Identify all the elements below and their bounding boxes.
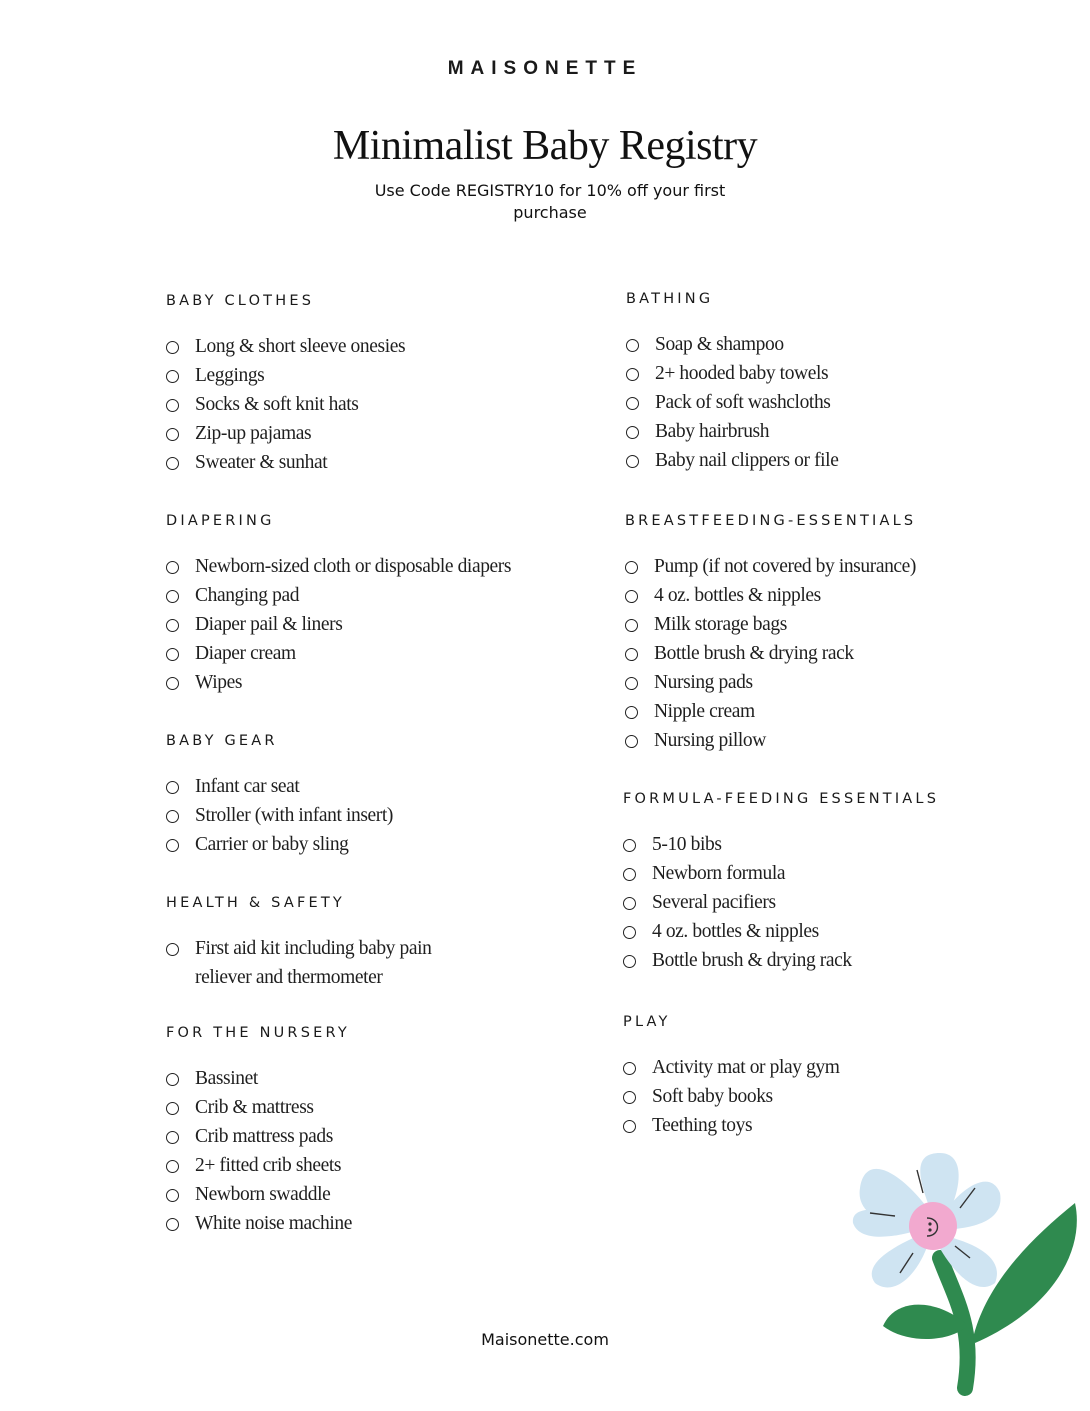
checklist-item[interactable]: [625, 610, 1045, 639]
checkbox-circle-icon[interactable]: [166, 839, 179, 852]
flower-eye: [928, 1228, 931, 1231]
checklist-item-label: Bassinet: [195, 1068, 258, 1089]
checkbox-circle-icon[interactable]: [166, 1073, 179, 1086]
section-heading: HEALTH & SAFETY: [166, 895, 345, 911]
checkbox-circle-icon[interactable]: [166, 341, 179, 354]
checklist: [166, 1064, 586, 1238]
checkbox-circle-icon[interactable]: [623, 955, 636, 968]
checkbox-circle-icon[interactable]: [623, 926, 636, 939]
checklist-item-label: Soap & shampoo: [655, 334, 784, 355]
checkbox-circle-icon[interactable]: [625, 677, 638, 690]
checklist-item-label: Crib mattress pads: [195, 1126, 333, 1147]
section-heading: PLAY: [623, 1014, 671, 1030]
checkbox-circle-icon[interactable]: [166, 1160, 179, 1173]
checklist-item[interactable]: [623, 1111, 1043, 1140]
checkbox-circle-icon[interactable]: [623, 1091, 636, 1104]
checkbox-circle-icon[interactable]: [166, 1102, 179, 1115]
checkbox-circle-icon[interactable]: [623, 897, 636, 910]
checklist-item[interactable]: [166, 610, 586, 639]
checkbox-circle-icon[interactable]: [625, 619, 638, 632]
checkbox-circle-icon[interactable]: [626, 455, 639, 468]
checklist-item[interactable]: [166, 1151, 586, 1180]
section-health-safety: [166, 894, 586, 992]
checklist-item-label: Bottle brush & drying rack: [652, 950, 852, 971]
checkbox-circle-icon[interactable]: [625, 648, 638, 661]
checklist-item-label: Nursing pads: [654, 672, 753, 693]
checkbox-circle-icon[interactable]: [166, 1218, 179, 1231]
checklist-item-label: Wipes: [195, 672, 243, 693]
checklist-item[interactable]: [625, 581, 1045, 610]
section-formula-feeding: [623, 790, 1043, 975]
checklist-item[interactable]: [626, 388, 1046, 417]
checklist-item[interactable]: [625, 552, 1045, 581]
checklist-item[interactable]: [625, 668, 1045, 697]
checkbox-circle-icon[interactable]: [626, 426, 639, 439]
checklist: [166, 332, 586, 477]
checklist-item-label: Several pacifiers: [652, 892, 776, 913]
checklist-item-label: 2+ hooded baby towels: [655, 363, 829, 384]
section-breastfeeding: [625, 512, 1045, 755]
checklist: [625, 552, 1045, 755]
checkbox-circle-icon[interactable]: [166, 781, 179, 794]
section-heading: FOR THE NURSERY: [166, 1025, 350, 1041]
brand-logo: MAISONETTE: [447, 58, 643, 79]
checkbox-circle-icon[interactable]: [623, 839, 636, 852]
checkbox-circle-icon[interactable]: [166, 561, 179, 574]
checklist-item[interactable]: [623, 946, 1043, 975]
checkbox-circle-icon[interactable]: [625, 561, 638, 574]
checkbox-circle-icon[interactable]: [623, 1062, 636, 1075]
checkbox-circle-icon[interactable]: [623, 868, 636, 881]
checkbox-circle-icon[interactable]: [166, 677, 179, 690]
section-heading: BREASTFEEDING-ESSENTIALS: [625, 513, 917, 529]
checklist-item-label: Stroller (with infant insert): [195, 805, 393, 826]
section-heading: BATHING: [626, 291, 714, 307]
section-bathing: [626, 290, 1046, 475]
checklist-item-label: Newborn-sized cloth or disposable diapers: [195, 556, 512, 577]
checklist-item[interactable]: [166, 772, 586, 801]
checklist-item[interactable]: [166, 581, 586, 610]
checkbox-circle-icon[interactable]: [166, 648, 179, 661]
checklist: [166, 552, 586, 697]
checklist-item-label: Zip-up pajamas: [195, 423, 312, 444]
section-for-the-nursery: [166, 1024, 586, 1238]
checklist-item[interactable]: [626, 359, 1046, 388]
checklist-item-label: Socks & soft knit hats: [195, 394, 359, 415]
checkbox-circle-icon[interactable]: [166, 619, 179, 632]
checkbox-circle-icon[interactable]: [166, 457, 179, 470]
checkbox-circle-icon[interactable]: [166, 428, 179, 441]
checkbox-circle-icon[interactable]: [625, 706, 638, 719]
section-heading: BABY GEAR: [166, 733, 278, 749]
checkbox-circle-icon[interactable]: [626, 397, 639, 410]
checklist-item[interactable]: [625, 697, 1045, 726]
checklist-item-label: 2+ fitted crib sheets: [195, 1155, 342, 1176]
checklist-item-label: 4 oz. bottles & nipples: [652, 921, 819, 942]
checklist-item[interactable]: [166, 668, 586, 697]
checklist-item[interactable]: [625, 639, 1045, 668]
checklist-item-label: Baby hairbrush: [655, 421, 770, 442]
checklist-item[interactable]: [166, 830, 586, 859]
checklist-item-label: Leggings: [195, 365, 265, 386]
section-heading: DIAPERING: [166, 513, 275, 529]
checklist-item[interactable]: [166, 1180, 586, 1209]
checklist-item[interactable]: [166, 332, 586, 361]
checklist-item[interactable]: [166, 448, 586, 477]
section-diapering: [166, 512, 586, 697]
checklist-item-label: 5-10 bibs: [652, 834, 722, 855]
checklist-item-label: Newborn formula: [652, 863, 786, 884]
checklist: [166, 772, 586, 859]
checklist-item-label: Nursing pillow: [654, 730, 766, 751]
checkbox-circle-icon[interactable]: [626, 368, 639, 381]
checklist-item-label: Nipple cream: [654, 701, 755, 722]
checklist-item-label: Newborn swaddle: [195, 1184, 331, 1205]
checklist-item-label: Baby nail clippers or file: [655, 450, 839, 471]
checklist-item-label: Diaper cream: [195, 643, 296, 664]
checklist-item-label: White noise machine: [195, 1213, 353, 1234]
checklist-item[interactable]: [166, 390, 586, 419]
page-title: Minimalist Baby Registry: [332, 123, 758, 169]
checkbox-circle-icon[interactable]: [623, 1120, 636, 1133]
checkbox-circle-icon[interactable]: [166, 810, 179, 823]
checklist-item-label: Crib & mattress: [195, 1097, 314, 1118]
checklist: [166, 934, 466, 992]
flower-illustration: [845, 1148, 1085, 1398]
checklist-item[interactable]: [623, 830, 1043, 859]
checklist-item[interactable]: [166, 361, 586, 390]
section-baby-gear: [166, 732, 586, 859]
checklist-item-label: Soft baby books: [652, 1086, 773, 1107]
section-heading: BABY CLOTHES: [166, 293, 315, 309]
checklist-item-label: Diaper pail & liners: [195, 614, 343, 635]
checklist-item[interactable]: [626, 330, 1046, 359]
checklist: [626, 330, 1046, 475]
checklist-item[interactable]: [623, 888, 1043, 917]
checkbox-circle-icon[interactable]: [166, 1189, 179, 1202]
checkbox-circle-icon[interactable]: [166, 943, 179, 956]
checklist-item[interactable]: [166, 419, 586, 448]
checklist-item[interactable]: [166, 1122, 586, 1151]
checklist-item-label: First aid kit including baby pain reliever and thermometer: [195, 938, 432, 988]
checklist-item[interactable]: [625, 726, 1045, 755]
checkbox-circle-icon[interactable]: [166, 370, 179, 383]
checklist-item-label: Infant car seat: [195, 776, 300, 797]
section-baby-clothes: [166, 292, 586, 477]
checklist-item[interactable]: [166, 1064, 586, 1093]
checklist-item[interactable]: [623, 859, 1043, 888]
checkbox-circle-icon[interactable]: [166, 1131, 179, 1144]
footer-website: Maisonette.com: [481, 1330, 609, 1349]
checkbox-circle-icon[interactable]: [166, 399, 179, 412]
checklist-item-label: Milk storage bags: [654, 614, 787, 635]
checklist-item-label: Carrier or baby sling: [195, 834, 349, 855]
checklist-item-label: Bottle brush & drying rack: [654, 643, 854, 664]
checklist-item[interactable]: [623, 1053, 1043, 1082]
checklist-item-label: Activity mat or play gym: [652, 1057, 840, 1078]
checklist-item-label: Teething toys: [652, 1115, 753, 1136]
checklist: [623, 1053, 1043, 1140]
checklist-item-label: Pack of soft washcloths: [655, 392, 831, 413]
checkbox-circle-icon[interactable]: [166, 590, 179, 603]
promo-code-text: Use Code REGISTRY10 for 10% off your first purchase: [374, 181, 726, 222]
flower-eye: [928, 1222, 931, 1225]
checklist-item[interactable]: [166, 639, 586, 668]
checklist-item-label: Changing pad: [195, 585, 300, 606]
checklist-item-label: Sweater & sunhat: [195, 452, 328, 473]
checklist: [623, 830, 1043, 975]
checklist-item[interactable]: [166, 552, 586, 581]
checklist-item[interactable]: [166, 1209, 586, 1238]
checklist-item-label: Long & short sleeve onesies: [195, 336, 406, 357]
checklist-item-label: 4 oz. bottles & nipples: [654, 585, 821, 606]
checklist-item[interactable]: [166, 934, 466, 992]
checklist-item[interactable]: [626, 446, 1046, 475]
checklist-item-label: Pump (if not covered by insurance): [654, 556, 917, 577]
checklist-item[interactable]: [623, 917, 1043, 946]
checklist-item[interactable]: [623, 1082, 1043, 1111]
section-play: [623, 1013, 1043, 1140]
checklist-item[interactable]: [626, 417, 1046, 446]
checklist-item[interactable]: [166, 801, 586, 830]
flower-center: [909, 1202, 957, 1250]
checklist-item[interactable]: [166, 1093, 586, 1122]
checkbox-circle-icon[interactable]: [625, 590, 638, 603]
section-heading: FORMULA-FEEDING ESSENTIALS: [623, 791, 940, 807]
checkbox-circle-icon[interactable]: [625, 735, 638, 748]
checkbox-circle-icon[interactable]: [626, 339, 639, 352]
